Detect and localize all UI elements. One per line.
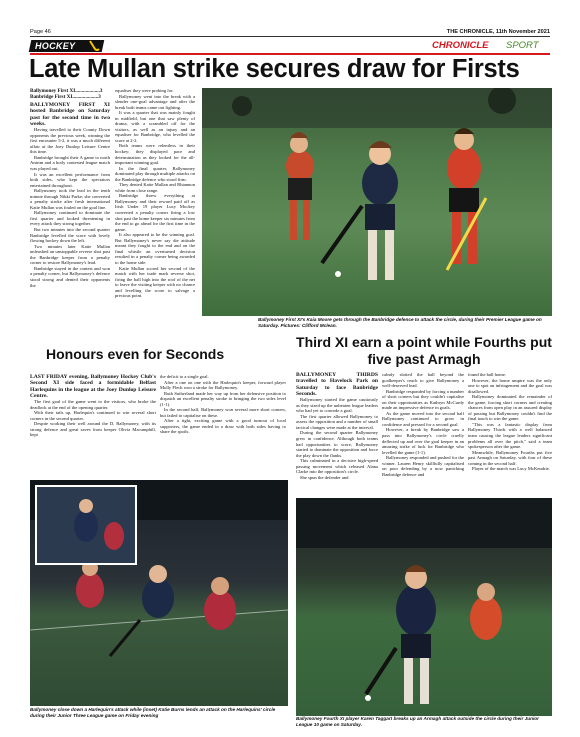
main-story-paragraph: Both teams were relentless in their hockey; they displayed pace and determination as they looked for the all-important winning goal. bbox=[115, 143, 195, 166]
seconds-paragraph: After a one on one with the Harlequin's keeper, forward player Molly Fleck won a stroke for Ballymoney. bbox=[160, 379, 286, 391]
seconds-paragraph: In the second half, Ballymoney won several more short corners, but failed to capitalise on these. bbox=[160, 407, 286, 418]
thirds-column-2 bbox=[382, 372, 464, 496]
main-story-paragraph: It was a quarter that was mainly fought in midfield, but one that saw plenty of drama, with a scrambled off for the visitors, as well as an injury and an equaliser for Banbridge, who levelled the score at 2-2. bbox=[115, 110, 195, 143]
main-story-lead: BALLYMONEY FIRST XI hosted Banbridge on Saturday past for the second time in two weeks. bbox=[30, 102, 110, 127]
seconds-paragraph: Despite working their well around the D, Ballymoney, with its strong defence and great saves from keeper Olivia Macumphill, kept bbox=[30, 421, 156, 438]
thirds-paragraph: Banbridge responded by forcing a number of short corners but they couldn't capitalise on their opportunities as Kathryn McCurdy made an impressive defence in goals. bbox=[382, 388, 464, 411]
hockey-stick-icon bbox=[88, 40, 100, 52]
thirds-paragraph: This culminated in a decisive high-speed passing movement which released Alana Clarke into the opposition's circle. bbox=[296, 458, 378, 475]
paper-date: THE CHRONICLE, 11th November 2021 bbox=[446, 29, 550, 35]
thirds-paragraph: Ballymoney responded and pushed for the winner. Lauren Henry skillfully capitalised on poor defending by a now panicking Banbridge defence and bbox=[382, 455, 464, 477]
thirds-paragraph: Player of the match was Lucy McKendrie. bbox=[472, 466, 550, 472]
thirds-paragraph: During the second quarter Ballymoney grew in confidence. Although both teams had opportunities to score, Ballymoney started to dominate the opposition and force the play down the flanks. bbox=[296, 430, 378, 458]
seconds-headline: Honours even for Seconds bbox=[46, 346, 225, 362]
thirds-paragraph: found the ball home. bbox=[468, 372, 507, 377]
thirds-headline: Third XI earn a point while Fourths put five past Armagh bbox=[296, 334, 552, 367]
main-story-paragraph: But two minutes into the second quarter Banbridge levelled the score with lovely flowing hockey down the left. bbox=[30, 227, 110, 244]
main-story-paragraph: Banbridge stayed in the contest and won a penalty corner, but Ballymoney's defence stood strong and denied their opponents the bbox=[30, 265, 110, 288]
thirds-lead: BALLYMONEY THIRDS travelled to Havelock Park on Saturday to face Banbridge Seconds. bbox=[296, 372, 378, 397]
thirds-paragraph: She spun the defender and bbox=[300, 474, 349, 480]
main-headline: Late Mullan strike secures draw for Firsts bbox=[29, 55, 520, 83]
main-story-paragraph: Ballymoney continued to dominate the first quarter and looked threatening in every attack they strong together. bbox=[30, 210, 110, 227]
main-story-paragraph: In the final quarter, Ballymoney dominated play through multiple attacks on the Banbridge defence who stood firm. bbox=[115, 165, 195, 182]
seconds-paragraph: Ruth Sutherland made her way up from her defensive position to dispatch an excellent penalty stroke to bringing the two sides level (1-1). bbox=[160, 390, 286, 407]
thirds-column-3 bbox=[468, 372, 552, 496]
main-photo-art bbox=[202, 88, 552, 316]
main-story-paragraph: Two minutes later Katie Mullan unleashed an unstoppable reverse shot past the Banbridge keeper from a penalty corner to restore Ballymoney's lead. bbox=[30, 243, 110, 266]
main-story-paragraph: Banbridge threw everything at Ballymoney and their reward paid off as Irish Under 19 player Lucy Mockey converted a penalty corner firing a low shot past the home keeper six minutes from the end to go ahead for the first time in the game. bbox=[115, 193, 195, 232]
brand-chronicle: CHRONICLE bbox=[432, 40, 489, 51]
thirds-column-1 bbox=[296, 372, 378, 496]
seconds-column-2 bbox=[160, 374, 286, 474]
main-story-paragraph: They denied Katie Mullan and Rhiannon white from close range. bbox=[115, 182, 195, 193]
main-story-paragraph: equaliser they were probing for. bbox=[115, 88, 174, 93]
main-story-paragraph: It was an excellent performance from both sides, who kept the spectators entertained throughout. bbox=[30, 171, 110, 188]
main-story-paragraph: Ballymoney took the lead in the tenth minute through Nikki Parke; she converted a penalty stroke after fresh international Katie Mullan was fouled on the goal line. bbox=[30, 188, 110, 210]
main-story-paragraph: Katie Mullan scored her second of the match with her trade mark reverse shot, firing the ball high into the roof of the net to leave the visiting keeper with no chance and levelling the score to salvage a precious point. bbox=[115, 265, 195, 299]
thirds-paragraph: calmly slotted the ball beyond the goalkeeper's reach to give Ballymoney a well-deserved lead. bbox=[382, 372, 464, 389]
score-line-away: Banbridge First XI....................3 bbox=[30, 94, 101, 100]
hockey-tag-label: HOCKEY bbox=[35, 41, 76, 51]
main-photo-caption: Ballymoney First XI's Kaia Moore gets through the Banbridge defence to attack the circle, during their Premier League game on Saturday. Pictures: Clifford Mclean. bbox=[258, 317, 542, 328]
thirds-paragraph: As the game moved into the second half Ballymoney continued to grow in confidence and pressed for a second goal. bbox=[382, 410, 464, 427]
thirds-paragraph: However, a break by Banbridge saw a pass into Ballymoney's circle cruelly deflected up and over the goal keeper in an amazing strike of luck for Banbridge who levelled the game (1-1). bbox=[382, 427, 464, 455]
main-story-paragraph: Ballymoney went into the break with a slender one-goal advantage and after the break both teams came out fighting. bbox=[115, 93, 195, 110]
main-story-paragraph: Banbridge brought their A game to north Antrim and a hotly contested league match was played out. bbox=[30, 154, 110, 172]
main-match-photo bbox=[202, 88, 552, 316]
thirds-paragraph: Ballymoney started the game cautiously as they sized up the unbeaten league leaders who had yet to concede a goal. bbox=[296, 397, 378, 414]
seconds-column-1 bbox=[30, 374, 156, 474]
thirds-paragraph: "This was a fantastic display from Ballymoney Thirds with a well balanced team causing the league leaders significant problems all over the pitch," said a team spokesperson after the game. bbox=[468, 421, 552, 450]
seconds-photo-art bbox=[30, 480, 288, 706]
fourths-photo-art bbox=[296, 498, 552, 716]
fourths-match-photo bbox=[296, 498, 552, 716]
seconds-paragraph: After a tight, exciting game with a good turnout of local supporters, the game ended in a draw with both sides having to share the spoils. bbox=[160, 418, 286, 435]
page-number: Page 46 bbox=[30, 29, 51, 35]
main-story-paragraph: Having travelled to their County Down opponents the previous week, winning the first encounter 5-2, it was a much different affair at the Joey Dunlop Leisure Centre this time. bbox=[30, 127, 110, 155]
seconds-paragraph: With their tails up, Harlequin's continued to win several short corners in the second quarter. bbox=[30, 410, 156, 421]
header-rule bbox=[30, 36, 550, 37]
main-story-column-2 bbox=[115, 88, 195, 328]
thirds-paragraph: The first quarter allowed Ballymoney to assess the opposition and a number of small tactical changes were made at the interval. bbox=[296, 413, 378, 430]
seconds-paragraph: The first goal of the game went to the visitors, who broke the deadlock at the end of the opening quarter. bbox=[30, 399, 156, 410]
seconds-lead: LAST FRIDAY evening, Ballymoney Hockey Club's Second XI side faced a formidable Belfast Harlequins in the league at the Joey Dunlop Leisure Centre. bbox=[30, 374, 156, 399]
main-story-column-1 bbox=[30, 102, 110, 328]
seconds-photo-caption: Ballymoney close down a Harlequin's attack while (inset) Katie Burns lends an attack on the Harlequins' circle during their Junior Three League game on Friday evening bbox=[30, 707, 276, 718]
thirds-paragraph: However, the home umpire was the only one to spot an infringement and the goal was disallowed. bbox=[468, 377, 552, 394]
brand-sport: SPORT bbox=[506, 40, 539, 51]
seconds-match-photo bbox=[30, 480, 288, 706]
thirds-paragraph: Ballymoney dominated the remainder of the game, forcing short corners and creating chances from open play in an assured display of passing but Ballymoney couldn't find the final touch to win the game. bbox=[468, 394, 552, 422]
seconds-paragraph: the deficit to a single goal. bbox=[160, 374, 209, 379]
fourths-photo-caption: Ballymoney Fourth XI player Karen Taggart breaks up an Armagh attack outside the circle during their Junior League 10 game on Saturday. bbox=[296, 716, 539, 727]
thirds-paragraph: Meanwhile, Ballymoney Fourths put five past Armagh on Saturday, with four of these coming in the second half. bbox=[468, 449, 552, 466]
score-line-home: Ballymoney First XI...................3 bbox=[30, 88, 103, 94]
main-story-paragraph: It also appeared to be the winning goal. But Ballymoney's never say die attitude meant they fought to the end and on the final whistle an overturned decision resulted in a penalty corner being awarded to the home side. bbox=[115, 232, 195, 265]
